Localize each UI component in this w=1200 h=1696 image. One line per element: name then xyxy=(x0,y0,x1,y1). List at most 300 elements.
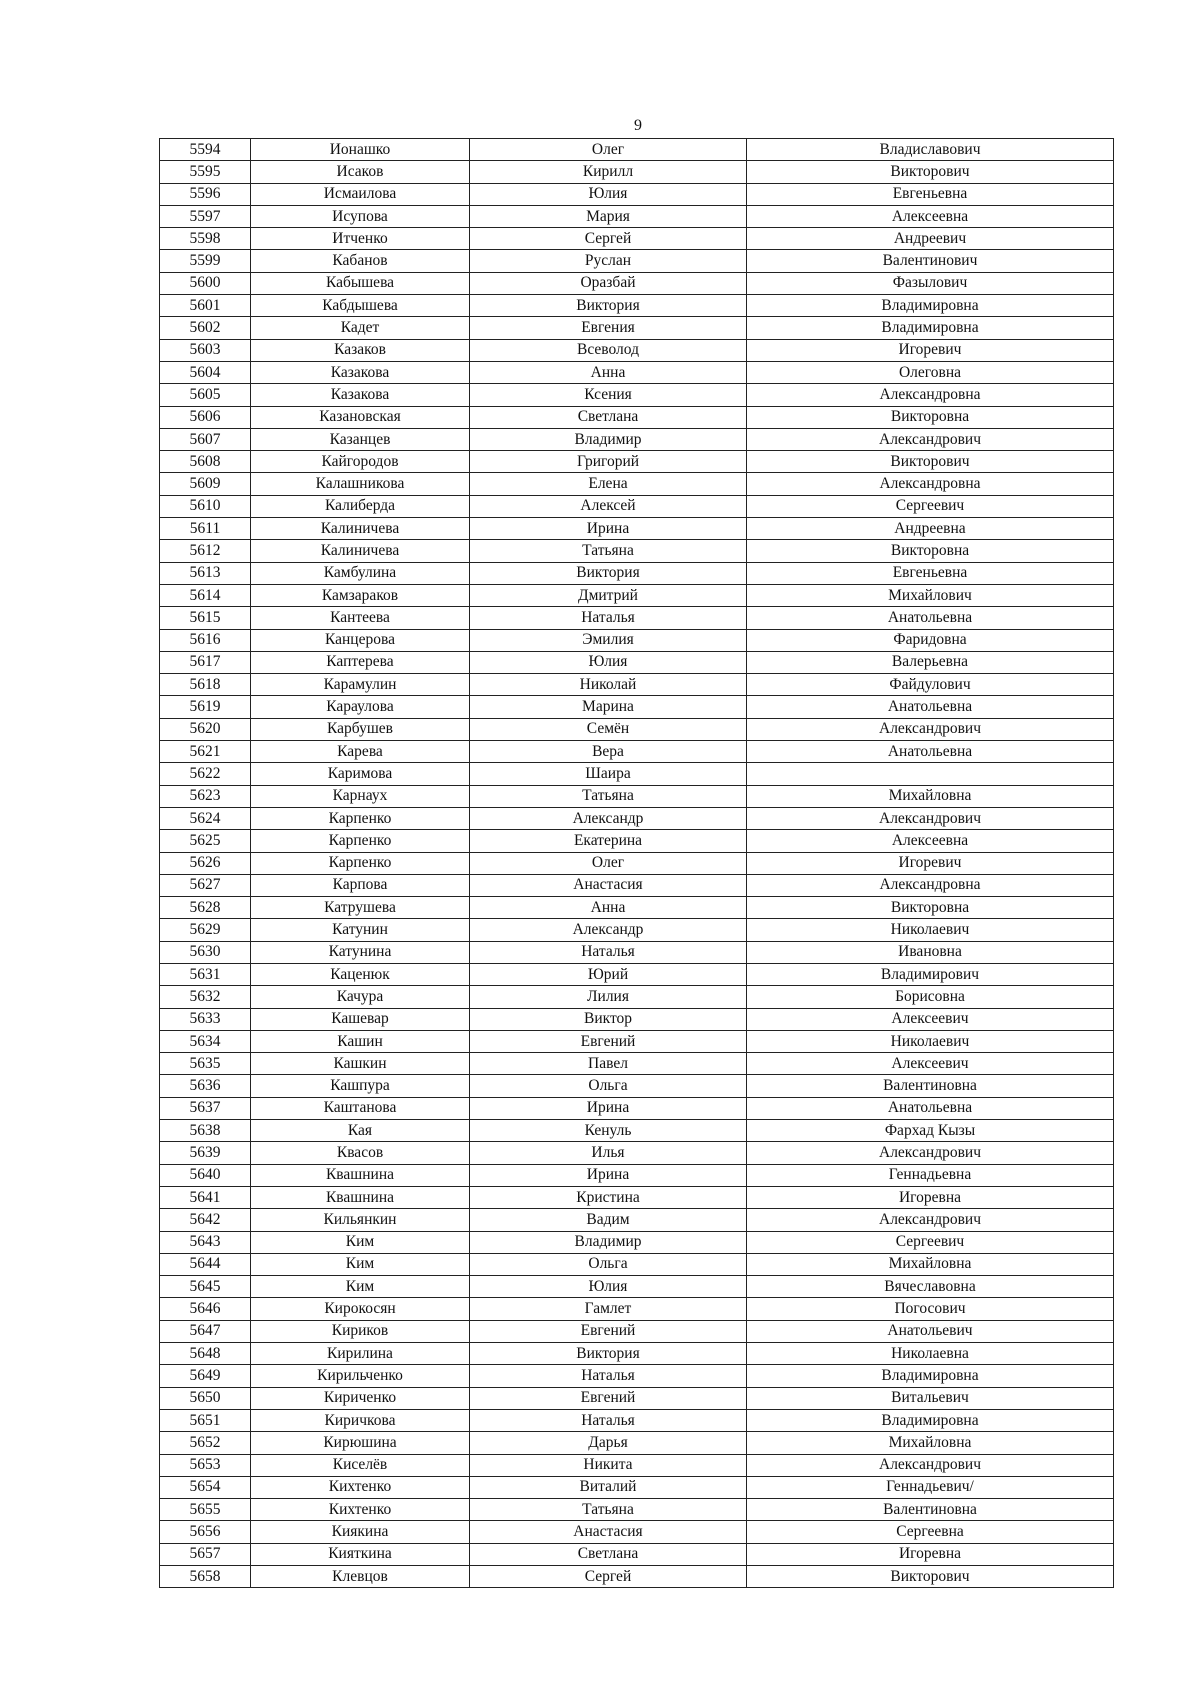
first-name-cell: Оразбай xyxy=(470,272,747,294)
last-name-cell: Кихтенко xyxy=(251,1499,470,1521)
table-row xyxy=(160,1253,1114,1275)
row-number-cell: 5611 xyxy=(160,518,251,540)
patronymic-cell: Ивановна xyxy=(747,941,1114,963)
row-number-cell: 5631 xyxy=(160,963,251,985)
last-name-cell: Итченко xyxy=(251,228,470,250)
row-number-cell: 5616 xyxy=(160,629,251,651)
row-number-cell: 5627 xyxy=(160,874,251,896)
table-row xyxy=(160,584,1114,606)
table-row xyxy=(160,919,1114,941)
last-name-cell: Кашкин xyxy=(251,1053,470,1075)
patronymic-cell: Александрович xyxy=(747,718,1114,740)
last-name-cell: Карева xyxy=(251,741,470,763)
patronymic-cell xyxy=(747,763,1114,785)
table-row xyxy=(160,1343,1114,1365)
row-number-cell: 5608 xyxy=(160,451,251,473)
table-row xyxy=(160,963,1114,985)
first-name-cell: Виктория xyxy=(470,1343,747,1365)
row-number-cell: 5651 xyxy=(160,1409,251,1431)
row-number-cell: 5656 xyxy=(160,1521,251,1543)
row-number-cell: 5610 xyxy=(160,495,251,517)
row-number-cell: 5642 xyxy=(160,1209,251,1231)
patronymic-cell: Александрович xyxy=(747,1209,1114,1231)
last-name-cell: Ким xyxy=(251,1276,470,1298)
first-name-cell: Юлия xyxy=(470,651,747,673)
last-name-cell: Казакова xyxy=(251,384,470,406)
last-name-cell: Кирюшина xyxy=(251,1432,470,1454)
table-row xyxy=(160,1209,1114,1231)
table-row xyxy=(160,139,1114,161)
last-name-cell: Ким xyxy=(251,1231,470,1253)
row-number-cell: 5629 xyxy=(160,919,251,941)
first-name-cell: Гамлет xyxy=(470,1298,747,1320)
last-name-cell: Карбушев xyxy=(251,718,470,740)
table-row xyxy=(160,674,1114,696)
last-name-cell: Камбулина xyxy=(251,562,470,584)
last-name-cell: Кирилина xyxy=(251,1343,470,1365)
table-row xyxy=(160,451,1114,473)
first-name-cell: Наталья xyxy=(470,1365,747,1387)
row-number-cell: 5637 xyxy=(160,1097,251,1119)
first-name-cell: Всеволод xyxy=(470,339,747,361)
table-row xyxy=(160,1499,1114,1521)
patronymic-cell: Михайловна xyxy=(747,1253,1114,1275)
patronymic-cell: Игоревич xyxy=(747,852,1114,874)
first-name-cell: Евгений xyxy=(470,1030,747,1052)
first-name-cell: Наталья xyxy=(470,607,747,629)
first-name-cell: Семён xyxy=(470,718,747,740)
last-name-cell: Караулова xyxy=(251,696,470,718)
patronymic-cell: Сергеевич xyxy=(747,1231,1114,1253)
last-name-cell: Карамулин xyxy=(251,674,470,696)
row-number-cell: 5620 xyxy=(160,718,251,740)
patronymic-cell: Игоревич xyxy=(747,339,1114,361)
patronymic-cell: Владимировна xyxy=(747,317,1114,339)
row-number-cell: 5625 xyxy=(160,830,251,852)
row-number-cell: 5640 xyxy=(160,1164,251,1186)
table-row xyxy=(160,1365,1114,1387)
first-name-cell: Лилия xyxy=(470,986,747,1008)
table-row xyxy=(160,986,1114,1008)
row-number-cell: 5598 xyxy=(160,228,251,250)
table-row xyxy=(160,384,1114,406)
table-row xyxy=(160,1543,1114,1565)
table-row xyxy=(160,205,1114,227)
last-name-cell: Кириченко xyxy=(251,1387,470,1409)
patronymic-cell: Владиславович xyxy=(747,139,1114,161)
last-name-cell: Клевцов xyxy=(251,1566,470,1588)
last-name-cell: Карпенко xyxy=(251,830,470,852)
first-name-cell: Сергей xyxy=(470,228,747,250)
patronymic-cell: Фархад Кызы xyxy=(747,1120,1114,1142)
table-row xyxy=(160,540,1114,562)
table-row xyxy=(160,272,1114,294)
row-number-cell: 5606 xyxy=(160,406,251,428)
table-row xyxy=(160,1476,1114,1498)
first-name-cell: Светлана xyxy=(470,406,747,428)
patronymic-cell: Сергеевна xyxy=(747,1521,1114,1543)
last-name-cell: Кирокосян xyxy=(251,1298,470,1320)
last-name-cell: Канцерова xyxy=(251,629,470,651)
roster-table xyxy=(159,138,1114,1588)
last-name-cell: Казакова xyxy=(251,361,470,383)
table-row xyxy=(160,1231,1114,1253)
patronymic-cell: Александровна xyxy=(747,473,1114,495)
first-name-cell: Владимир xyxy=(470,1231,747,1253)
first-name-cell: Наталья xyxy=(470,941,747,963)
patronymic-cell: Викторович xyxy=(747,1566,1114,1588)
last-name-cell: Кашевар xyxy=(251,1008,470,1030)
first-name-cell: Александр xyxy=(470,807,747,829)
first-name-cell: Вадим xyxy=(470,1209,747,1231)
row-number-cell: 5639 xyxy=(160,1142,251,1164)
last-name-cell: Качура xyxy=(251,986,470,1008)
table-row xyxy=(160,183,1114,205)
table-row xyxy=(160,406,1114,428)
patronymic-cell: Николаевич xyxy=(747,919,1114,941)
patronymic-cell: Игоревна xyxy=(747,1543,1114,1565)
row-number-cell: 5632 xyxy=(160,986,251,1008)
first-name-cell: Ксения xyxy=(470,384,747,406)
last-name-cell: Каптерева xyxy=(251,651,470,673)
first-name-cell: Владимир xyxy=(470,428,747,450)
patronymic-cell: Фазылович xyxy=(747,272,1114,294)
first-name-cell: Елена xyxy=(470,473,747,495)
last-name-cell: Катунина xyxy=(251,941,470,963)
patronymic-cell: Сергеевич xyxy=(747,495,1114,517)
table-row xyxy=(160,941,1114,963)
table-row xyxy=(160,1387,1114,1409)
page-number: 9 xyxy=(634,117,642,134)
last-name-cell: Кабдышева xyxy=(251,295,470,317)
patronymic-cell: Геннадьевна xyxy=(747,1164,1114,1186)
row-number-cell: 5601 xyxy=(160,295,251,317)
last-name-cell: Квасов xyxy=(251,1142,470,1164)
table-row xyxy=(160,1142,1114,1164)
last-name-cell: Каштанова xyxy=(251,1097,470,1119)
row-number-cell: 5596 xyxy=(160,183,251,205)
last-name-cell: Квашнина xyxy=(251,1186,470,1208)
last-name-cell: Калиничева xyxy=(251,540,470,562)
first-name-cell: Сергей xyxy=(470,1566,747,1588)
patronymic-cell: Владимировна xyxy=(747,1365,1114,1387)
first-name-cell: Евгений xyxy=(470,1320,747,1342)
table-row xyxy=(160,1053,1114,1075)
last-name-cell: Кирильченко xyxy=(251,1365,470,1387)
row-number-cell: 5621 xyxy=(160,741,251,763)
first-name-cell: Евгений xyxy=(470,1387,747,1409)
table-row xyxy=(160,1186,1114,1208)
last-name-cell: Камзараков xyxy=(251,584,470,606)
row-number-cell: 5636 xyxy=(160,1075,251,1097)
row-number-cell: 5634 xyxy=(160,1030,251,1052)
first-name-cell: Кенуль xyxy=(470,1120,747,1142)
last-name-cell: Каримова xyxy=(251,763,470,785)
patronymic-cell: Николаевна xyxy=(747,1343,1114,1365)
last-name-cell: Киричкова xyxy=(251,1409,470,1431)
patronymic-cell: Александрович xyxy=(747,807,1114,829)
last-name-cell: Казаков xyxy=(251,339,470,361)
row-number-cell: 5628 xyxy=(160,897,251,919)
first-name-cell: Ирина xyxy=(470,1164,747,1186)
patronymic-cell: Анатольевна xyxy=(747,696,1114,718)
row-number-cell: 5650 xyxy=(160,1387,251,1409)
row-number-cell: 5612 xyxy=(160,540,251,562)
first-name-cell: Юлия xyxy=(470,1276,747,1298)
patronymic-cell: Валерьевна xyxy=(747,651,1114,673)
last-name-cell: Кириков xyxy=(251,1320,470,1342)
first-name-cell: Анастасия xyxy=(470,1521,747,1543)
row-number-cell: 5614 xyxy=(160,584,251,606)
last-name-cell: Исмаилова xyxy=(251,183,470,205)
table-row xyxy=(160,1566,1114,1588)
last-name-cell: Карпенко xyxy=(251,852,470,874)
last-name-cell: Киселёв xyxy=(251,1454,470,1476)
first-name-cell: Александр xyxy=(470,919,747,941)
patronymic-cell: Евгеньевна xyxy=(747,562,1114,584)
row-number-cell: 5605 xyxy=(160,384,251,406)
patronymic-cell: Валентинович xyxy=(747,250,1114,272)
last-name-cell: Каценюк xyxy=(251,963,470,985)
patronymic-cell: Александрович xyxy=(747,1454,1114,1476)
row-number-cell: 5613 xyxy=(160,562,251,584)
row-number-cell: 5645 xyxy=(160,1276,251,1298)
patronymic-cell: Витальевич xyxy=(747,1387,1114,1409)
row-number-cell: 5622 xyxy=(160,763,251,785)
first-name-cell: Виктория xyxy=(470,562,747,584)
last-name-cell: Калиберда xyxy=(251,495,470,517)
patronymic-cell: Викторовна xyxy=(747,897,1114,919)
first-name-cell: Юлия xyxy=(470,183,747,205)
table-row xyxy=(160,1432,1114,1454)
patronymic-cell: Погосович xyxy=(747,1298,1114,1320)
patronymic-cell: Олеговна xyxy=(747,361,1114,383)
first-name-cell: Ольга xyxy=(470,1075,747,1097)
row-number-cell: 5600 xyxy=(160,272,251,294)
table-row xyxy=(160,317,1114,339)
first-name-cell: Евгения xyxy=(470,317,747,339)
table-row xyxy=(160,874,1114,896)
table-row xyxy=(160,562,1114,584)
patronymic-cell: Михайловна xyxy=(747,785,1114,807)
table-row xyxy=(160,1075,1114,1097)
table-row xyxy=(160,807,1114,829)
row-number-cell: 5635 xyxy=(160,1053,251,1075)
table-row xyxy=(160,1298,1114,1320)
patronymic-cell: Александрович xyxy=(747,1142,1114,1164)
row-number-cell: 5644 xyxy=(160,1253,251,1275)
last-name-cell: Квашнина xyxy=(251,1164,470,1186)
first-name-cell: Шаира xyxy=(470,763,747,785)
patronymic-cell: Анатольевна xyxy=(747,741,1114,763)
last-name-cell: Кайгородов xyxy=(251,451,470,473)
patronymic-cell: Файдулович xyxy=(747,674,1114,696)
first-name-cell: Екатерина xyxy=(470,830,747,852)
patronymic-cell: Алексеевна xyxy=(747,830,1114,852)
row-number-cell: 5599 xyxy=(160,250,251,272)
table-row xyxy=(160,161,1114,183)
last-name-cell: Кияткина xyxy=(251,1543,470,1565)
patronymic-cell: Анатольевич xyxy=(747,1320,1114,1342)
table-row xyxy=(160,830,1114,852)
row-number-cell: 5654 xyxy=(160,1476,251,1498)
last-name-cell: Кильянкин xyxy=(251,1209,470,1231)
patronymic-cell: Вячеславовна xyxy=(747,1276,1114,1298)
row-number-cell: 5630 xyxy=(160,941,251,963)
patronymic-cell: Викторовна xyxy=(747,540,1114,562)
last-name-cell: Катунин xyxy=(251,919,470,941)
row-number-cell: 5646 xyxy=(160,1298,251,1320)
first-name-cell: Виталий xyxy=(470,1476,747,1498)
row-number-cell: 5597 xyxy=(160,205,251,227)
first-name-cell: Юрий xyxy=(470,963,747,985)
last-name-cell: Кихтенко xyxy=(251,1476,470,1498)
last-name-cell: Киякина xyxy=(251,1521,470,1543)
row-number-cell: 5618 xyxy=(160,674,251,696)
row-number-cell: 5658 xyxy=(160,1566,251,1588)
last-name-cell: Казановская xyxy=(251,406,470,428)
table-row xyxy=(160,1320,1114,1342)
last-name-cell: Исупова xyxy=(251,205,470,227)
patronymic-cell: Александрович xyxy=(747,428,1114,450)
patronymic-cell: Михайлович xyxy=(747,584,1114,606)
table-row xyxy=(160,295,1114,317)
patronymic-cell: Алексеевна xyxy=(747,205,1114,227)
patronymic-cell: Фаридовна xyxy=(747,629,1114,651)
first-name-cell: Кирилл xyxy=(470,161,747,183)
table-row xyxy=(160,651,1114,673)
first-name-cell: Николай xyxy=(470,674,747,696)
row-number-cell: 5595 xyxy=(160,161,251,183)
first-name-cell: Ольга xyxy=(470,1253,747,1275)
first-name-cell: Анна xyxy=(470,897,747,919)
patronymic-cell: Валентиновна xyxy=(747,1075,1114,1097)
row-number-cell: 5602 xyxy=(160,317,251,339)
row-number-cell: 5633 xyxy=(160,1008,251,1030)
row-number-cell: 5604 xyxy=(160,361,251,383)
table-row xyxy=(160,495,1114,517)
patronymic-cell: Владимирович xyxy=(747,963,1114,985)
first-name-cell: Дарья xyxy=(470,1432,747,1454)
row-number-cell: 5648 xyxy=(160,1343,251,1365)
patronymic-cell: Андреевич xyxy=(747,228,1114,250)
last-name-cell: Казанцев xyxy=(251,428,470,450)
row-number-cell: 5652 xyxy=(160,1432,251,1454)
first-name-cell: Эмилия xyxy=(470,629,747,651)
table-row xyxy=(160,741,1114,763)
table-row xyxy=(160,1276,1114,1298)
last-name-cell: Карнаух xyxy=(251,785,470,807)
patronymic-cell: Геннадьевич/ xyxy=(747,1476,1114,1498)
patronymic-cell: Валентиновна xyxy=(747,1499,1114,1521)
last-name-cell: Кантеева xyxy=(251,607,470,629)
patronymic-cell: Викторовна xyxy=(747,406,1114,428)
last-name-cell: Ионашко xyxy=(251,139,470,161)
patronymic-cell: Владимировна xyxy=(747,295,1114,317)
patronymic-cell: Анатольевна xyxy=(747,1097,1114,1119)
table-row xyxy=(160,1454,1114,1476)
table-row xyxy=(160,339,1114,361)
last-name-cell: Карпова xyxy=(251,874,470,896)
first-name-cell: Анна xyxy=(470,361,747,383)
table-row xyxy=(160,607,1114,629)
table-row xyxy=(160,1008,1114,1030)
patronymic-cell: Игоревна xyxy=(747,1186,1114,1208)
table-row xyxy=(160,1521,1114,1543)
first-name-cell: Вера xyxy=(470,741,747,763)
table-row xyxy=(160,473,1114,495)
first-name-cell: Татьяна xyxy=(470,540,747,562)
table-row xyxy=(160,718,1114,740)
row-number-cell: 5655 xyxy=(160,1499,251,1521)
last-name-cell: Калиничева xyxy=(251,518,470,540)
last-name-cell: Калашникова xyxy=(251,473,470,495)
row-number-cell: 5624 xyxy=(160,807,251,829)
table-row xyxy=(160,1097,1114,1119)
row-number-cell: 5603 xyxy=(160,339,251,361)
first-name-cell: Олег xyxy=(470,852,747,874)
first-name-cell: Татьяна xyxy=(470,785,747,807)
table-row xyxy=(160,852,1114,874)
last-name-cell: Катрушева xyxy=(251,897,470,919)
patronymic-cell: Андреевна xyxy=(747,518,1114,540)
table-row xyxy=(160,1120,1114,1142)
table-row xyxy=(160,250,1114,272)
last-name-cell: Исаков xyxy=(251,161,470,183)
table-row xyxy=(160,361,1114,383)
last-name-cell: Кадет xyxy=(251,317,470,339)
first-name-cell: Ирина xyxy=(470,1097,747,1119)
first-name-cell: Никита xyxy=(470,1454,747,1476)
table-row xyxy=(160,897,1114,919)
patronymic-cell: Владимировна xyxy=(747,1409,1114,1431)
row-number-cell: 5626 xyxy=(160,852,251,874)
last-name-cell: Кабышева xyxy=(251,272,470,294)
row-number-cell: 5619 xyxy=(160,696,251,718)
first-name-cell: Дмитрий xyxy=(470,584,747,606)
last-name-cell: Ким xyxy=(251,1253,470,1275)
row-number-cell: 5615 xyxy=(160,607,251,629)
first-name-cell: Наталья xyxy=(470,1409,747,1431)
patronymic-cell: Александровна xyxy=(747,384,1114,406)
table-row xyxy=(160,1164,1114,1186)
first-name-cell: Виктория xyxy=(470,295,747,317)
first-name-cell: Мария xyxy=(470,205,747,227)
first-name-cell: Татьяна xyxy=(470,1499,747,1521)
first-name-cell: Илья xyxy=(470,1142,747,1164)
table-row xyxy=(160,629,1114,651)
last-name-cell: Карпенко xyxy=(251,807,470,829)
row-number-cell: 5653 xyxy=(160,1454,251,1476)
row-number-cell: 5617 xyxy=(160,651,251,673)
first-name-cell: Руслан xyxy=(470,250,747,272)
first-name-cell: Григорий xyxy=(470,451,747,473)
patronymic-cell: Михайловна xyxy=(747,1432,1114,1454)
table-row xyxy=(160,696,1114,718)
first-name-cell: Ирина xyxy=(470,518,747,540)
first-name-cell: Олег xyxy=(470,139,747,161)
first-name-cell: Марина xyxy=(470,696,747,718)
row-number-cell: 5643 xyxy=(160,1231,251,1253)
first-name-cell: Алексей xyxy=(470,495,747,517)
patronymic-cell: Борисовна xyxy=(747,986,1114,1008)
row-number-cell: 5649 xyxy=(160,1365,251,1387)
last-name-cell: Кая xyxy=(251,1120,470,1142)
last-name-cell: Кабанов xyxy=(251,250,470,272)
table-row xyxy=(160,785,1114,807)
row-number-cell: 5641 xyxy=(160,1186,251,1208)
first-name-cell: Кристина xyxy=(470,1186,747,1208)
